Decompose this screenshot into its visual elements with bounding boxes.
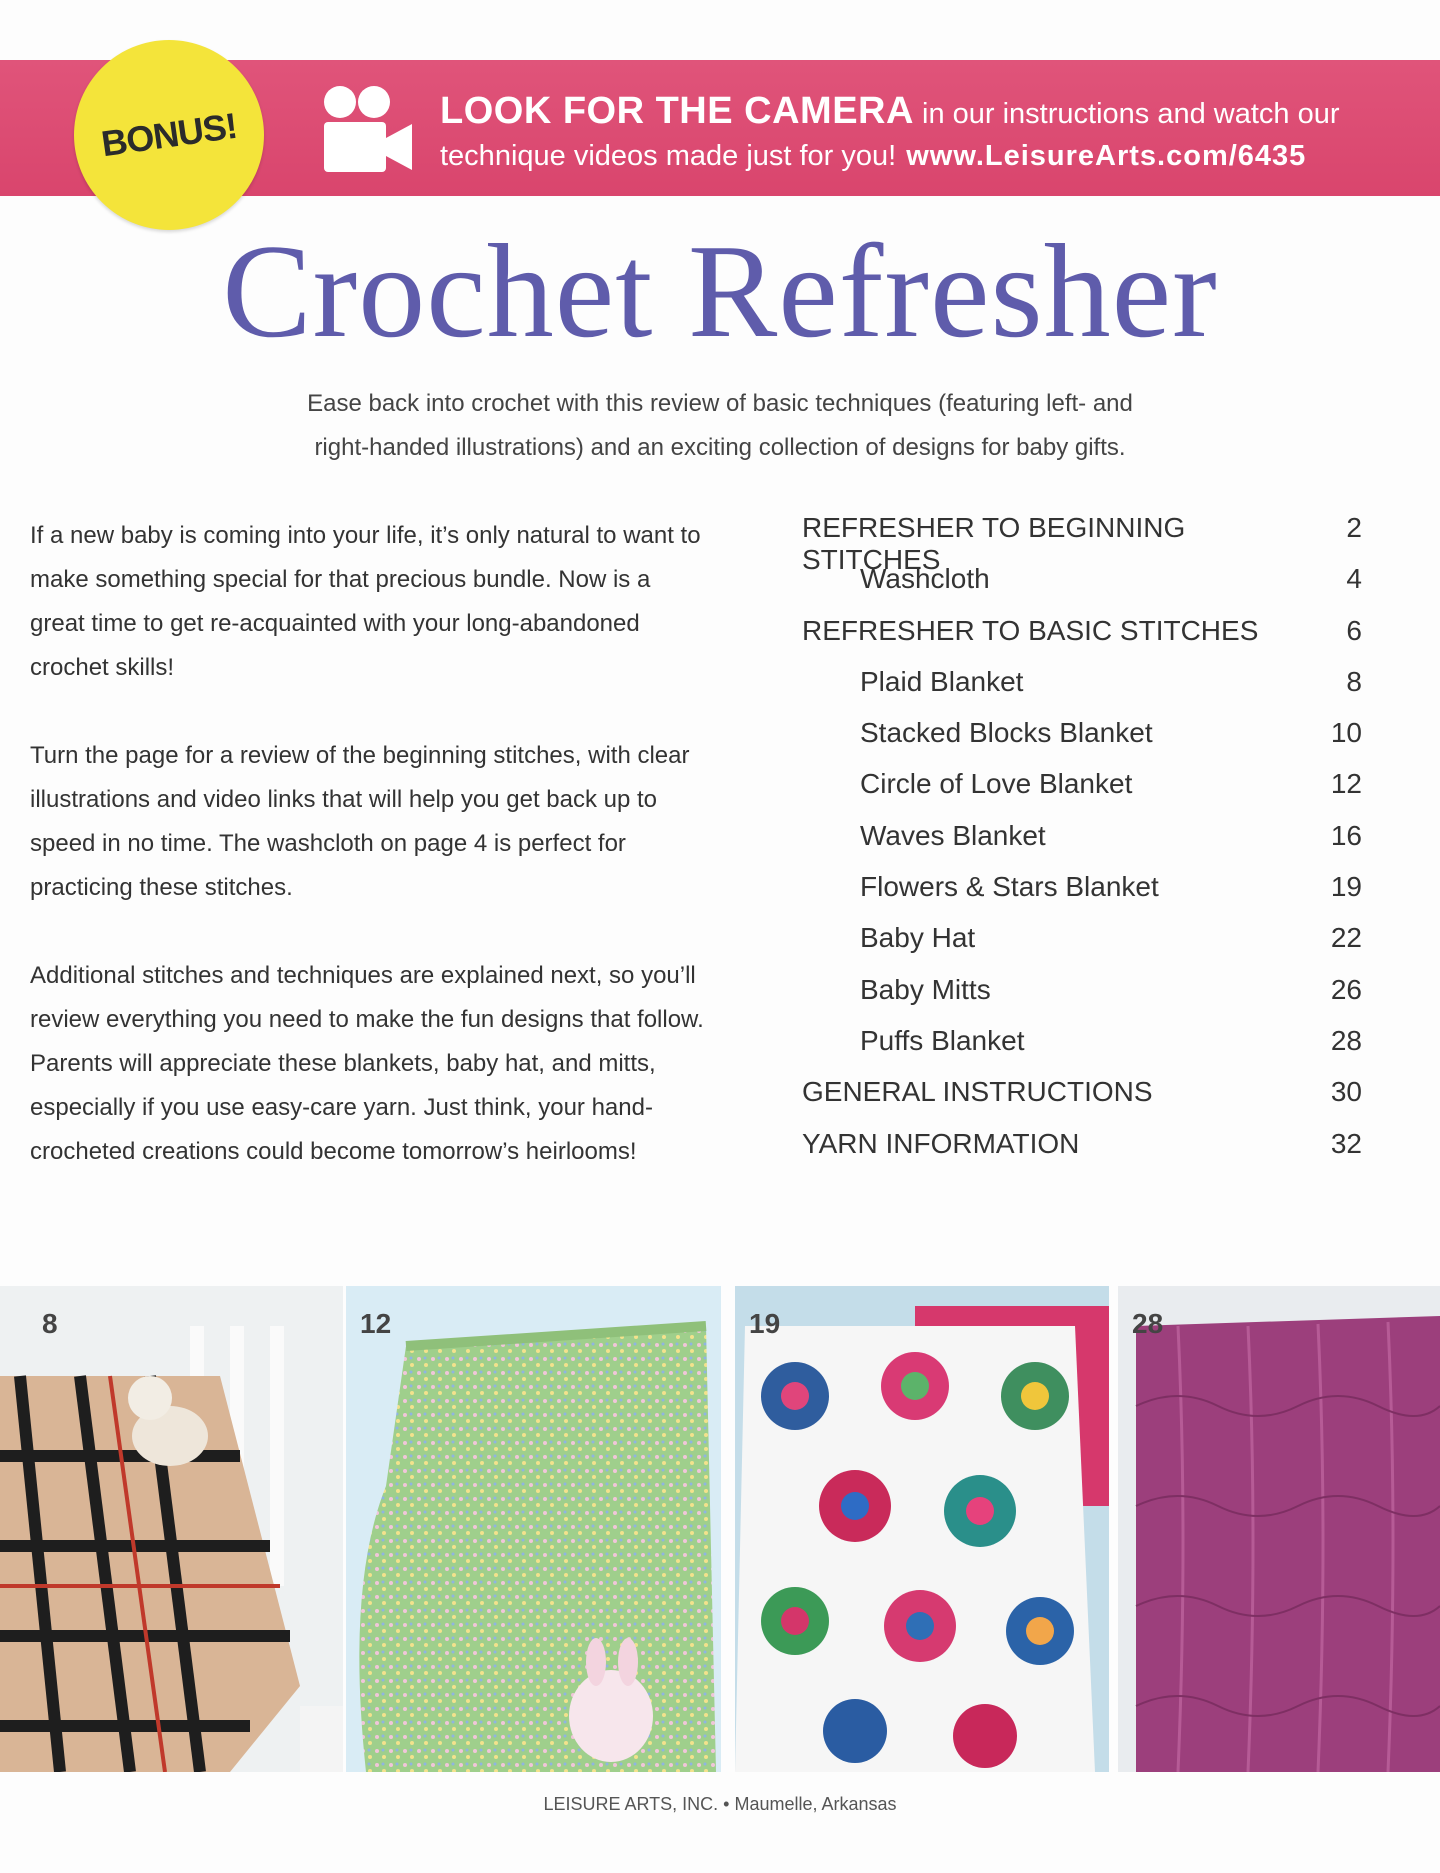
banner-headline [440, 90, 1400, 133]
toc-page: 16 [1330, 819, 1362, 851]
toc-label: YARN INFORMATION [802, 1127, 1080, 1159]
subtitle-line-1: Ease back into crochet with this review of basic techniques (featuring left- and [307, 390, 1133, 417]
toc-label: Puffs Blanket [860, 1024, 1025, 1056]
toc-label: REFRESHER TO BEGINNING STITCHES [802, 512, 1186, 575]
toc-row[interactable] [802, 768, 1362, 819]
toc-row[interactable] [802, 717, 1362, 768]
publisher-name: LEISURE ARTS, INC. [543, 1794, 719, 1814]
video-camera-icon [318, 80, 418, 180]
toc-label: GENERAL INSTRUCTIONS [802, 1076, 1153, 1108]
photo-page-number: 19 [749, 1308, 781, 1339]
toc-page: 10 [1330, 717, 1362, 749]
banner-strong-text: LOOK FOR THE CAMERA [440, 90, 914, 132]
toc-row[interactable] [802, 871, 1362, 922]
toc-page: 2 [1346, 512, 1362, 543]
puffs-blanket-photo[interactable] [1118, 1286, 1440, 1772]
toc-label: Circle of Love Blanket [860, 768, 1133, 800]
intro-paragraph-3: Additional stitches and techniques are explained next, so you’ll review everything you need to make the fun designs that follow. Parents will appreciate these blankets, baby hat, and mitts, especially if you use easy-care yarn. Just think, your hand-crocheted creations could become tomorrow’s heirlooms! [30, 962, 704, 1165]
toc-row[interactable] [802, 922, 1362, 973]
toc-page: 12 [1330, 768, 1362, 800]
plaid-blanket-photo[interactable] [0, 1286, 343, 1772]
toc-row[interactable] [802, 1076, 1362, 1127]
toc-row[interactable] [802, 820, 1362, 871]
toc-page: 28 [1330, 1024, 1362, 1056]
toc-label: Washcloth [860, 563, 990, 595]
bonus-badge [74, 40, 264, 230]
intro-paragraph-1: If a new baby is coming into your life, it’s only natural to want to make something special for that precious bundle. Now is a great time to get re-acquainted with your long-abandoned crochet skills! [30, 522, 701, 681]
photo-page-number: 8 [42, 1308, 58, 1339]
toc-label: Waves Blanket [860, 819, 1046, 851]
toc-label: Baby Mitts [860, 973, 991, 1005]
plaid-blanket-image [0, 1286, 343, 1772]
toc-row[interactable] [802, 974, 1362, 1025]
intro-text [30, 514, 710, 1218]
toc-row[interactable] [802, 615, 1362, 666]
page-title: Crochet Refresher [222, 217, 1218, 365]
toc-page: 19 [1330, 871, 1362, 903]
photo-page-number: 28 [1132, 1308, 1164, 1339]
banner-subline [440, 140, 1400, 173]
toc-label: REFRESHER TO BASIC STITCHES [802, 614, 1259, 646]
toc-label: Flowers & Stars Blanket [860, 871, 1159, 903]
toc-page: 22 [1330, 922, 1362, 954]
publisher-location: Maumelle, Arkansas [734, 1794, 897, 1814]
toc-page: 4 [1346, 563, 1362, 595]
toc-row[interactable] [802, 1025, 1362, 1076]
toc-page: 30 [1330, 1076, 1362, 1108]
footer-separator: • [718, 1794, 735, 1814]
subtitle-line-2: right-handed illustrations) and an exciting collection of designs for baby gifts. [314, 434, 1126, 461]
flowers-blanket-image [735, 1286, 1109, 1772]
banner-url-link[interactable]: www.LeisureArts.com/6435 [906, 140, 1307, 172]
banner-line2-text: technique videos made just for you! [440, 140, 897, 172]
toc-label: Stacked Blocks Blanket [860, 717, 1153, 749]
bonus-label: BONUS! [98, 104, 240, 165]
toc-page: 6 [1346, 614, 1362, 646]
purple-blanket-image [1118, 1286, 1440, 1772]
table-of-contents [802, 512, 1362, 1179]
green-blanket-image [346, 1286, 721, 1772]
project-photos [0, 1286, 1440, 1772]
toc-label: Plaid Blanket [860, 665, 1024, 697]
toc-label: Baby Hat [860, 922, 976, 954]
toc-row[interactable] [802, 666, 1362, 717]
toc-row[interactable] [802, 512, 1362, 575]
flowers-and-stars-blanket-photo[interactable] [735, 1286, 1109, 1772]
toc-page: 32 [1330, 1127, 1362, 1159]
toc-page: 8 [1346, 665, 1362, 697]
photo-page-number: 12 [360, 1308, 392, 1339]
toc-page: 26 [1330, 973, 1362, 1005]
circle-of-love-blanket-photo[interactable] [346, 1286, 721, 1772]
page-subtitle [270, 382, 1170, 470]
intro-paragraph-2: Turn the page for a review of the beginning stitches, with clear illustrations and video links that will help you get back up to speed in no time. The washcloth on page 4 is perfect for practicing these stitches. [30, 742, 690, 901]
publisher-footer [0, 1794, 1440, 1815]
banner-line1-text: in our instructions and watch our [913, 98, 1340, 130]
toc-row[interactable] [802, 1128, 1362, 1179]
